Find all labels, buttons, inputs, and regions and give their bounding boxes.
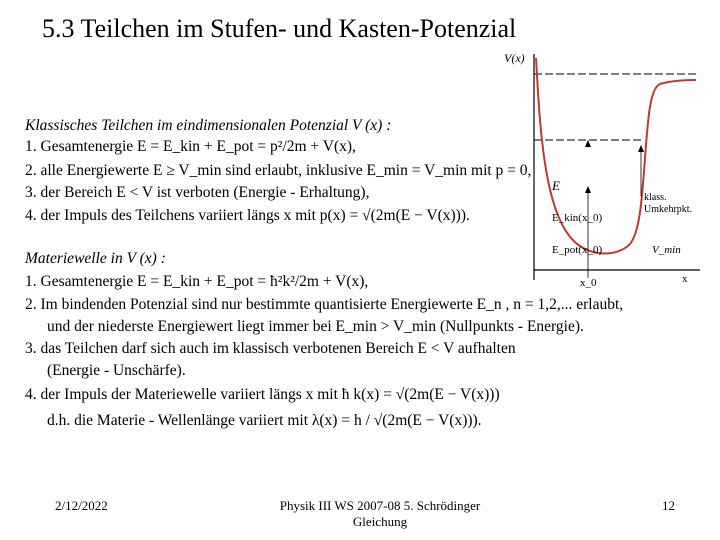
footer-date: 2/12/2022 [55,498,108,513]
ekin-label: E_kin(x_0) [552,212,603,224]
matter-item-3-cont: (Energie - Unschärfe). [47,362,186,379]
turning-point-arrowhead [638,145,644,152]
epot-label: E_pot(x_0) [552,244,603,256]
slide-title: 5.3 Teilchen im Stufen- und Kasten-Potenzial [42,14,517,43]
ekin-arrowhead [585,186,591,193]
matter-item-4: 4. der Impuls der Materiewelle variiert längs x mit ħ k(x) = √(2m(E − V(x))) [25,386,500,403]
vmin-label: V_min [652,244,681,256]
classical-heading: Klassisches Teilchen im eindimensionalen Potenzial V (x) : [25,117,392,134]
x0-label: x_0 [580,277,597,289]
energy-arrowhead [585,140,591,147]
matter-item-1: 1. Gesamtenergie E = E_kin + E_pot = ħ²k²/2m + V(x), [25,273,369,290]
classical-item-3: 3. der Bereich E < V ist verboten (Energie - Erhaltung), [25,184,370,201]
x-axis-label: x [682,273,688,285]
classical-item-4: 4. der Impuls des Teilchens variiert längs x mit p(x) = √(2m(E − V(x))). [25,207,470,224]
energy-label: E [552,178,560,193]
footer-course: Physik III WS 2007-08 5. Schrödinger Gleichung [279,498,481,529]
potential-curve [536,58,696,254]
classical-item-1: 1. Gesamtenergie E = E_kin + E_pot = p²/2m + V(x), [25,138,356,155]
y-axis-label: V(x) [504,51,525,65]
turning-point-label-2: Umkehrpkt. [644,204,693,215]
matter-item-3: 3. das Teilchen darf sich auch im klassisch verbotenen Bereich E < V aufhalten [25,340,516,357]
matter-item-2: 2. Im bindenden Potenzial sind nur bestimmte quantisierte Energiewerte E_n , n = 1,2,... erlaubt, [25,296,624,313]
potential-diagram [500,48,710,298]
matter-heading: Materiewelle in V (x) : [25,250,166,267]
turning-point-label-1: klass. [644,192,667,203]
matter-item-2-cont: und der niederste Energiewert liegt immer bei E_min > V_min (Nullpunkts - Energie). [47,318,584,335]
matter-item-4-cont: d.h. die Materie - Wellenlänge variiert mit λ(x) = h / √(2m(E − V(x))). [47,412,482,429]
footer-page-number: 12 [662,498,675,513]
classical-item-2: 2. alle Energiewerte E ≥ V_min sind erlaubt, inklusive E_min = V_min mit p = 0, [25,162,532,179]
